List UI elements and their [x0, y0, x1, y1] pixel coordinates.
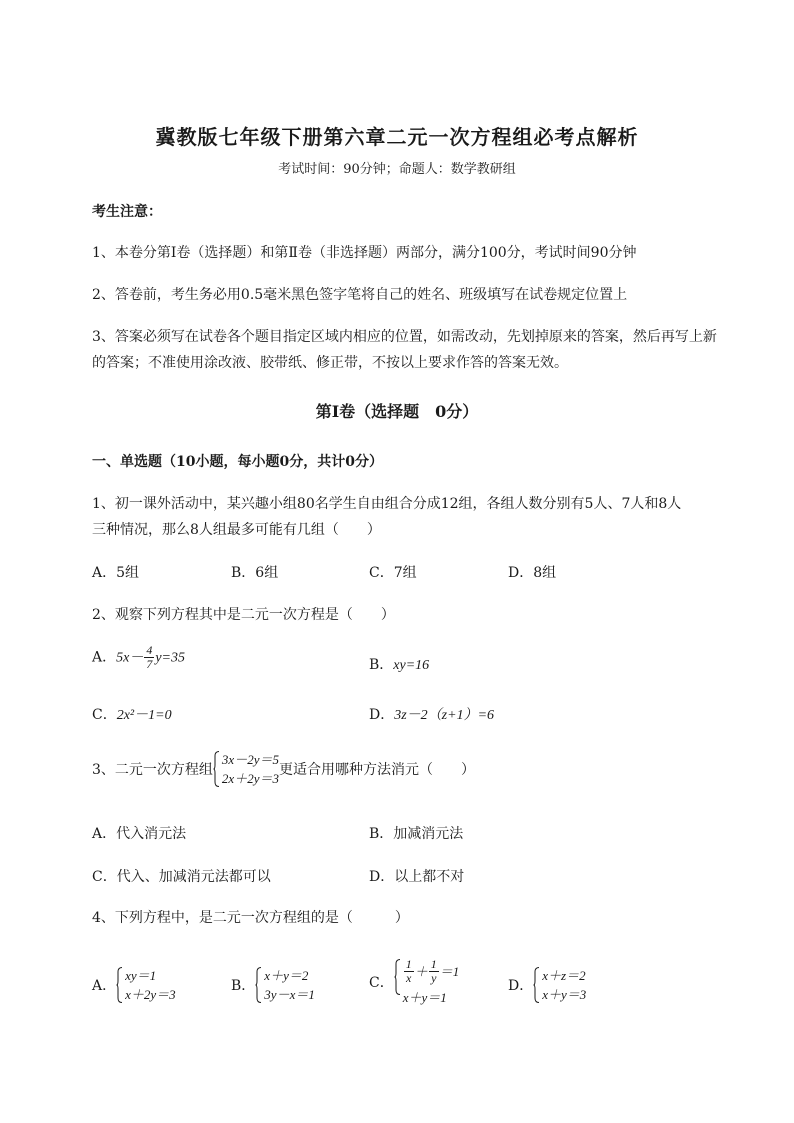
math-expression: 5x－ — [116, 650, 144, 666]
question-3-stem-prefix: 3、二元一次方程组 — [92, 762, 213, 778]
math-expression: y=35 — [155, 650, 186, 666]
equation-1 — [403, 958, 460, 985]
question-3-option-a: A．代入消元法 — [92, 826, 187, 842]
left-brace-icon — [255, 967, 262, 1003]
math-expression: xy=16 — [393, 658, 430, 673]
fraction — [144, 644, 154, 671]
notice-item-3: 3、答案必须写在试卷各个题目指定区域内相应的位置，如需改动，先划掉原来的答案，然后再写上新 — [92, 329, 717, 345]
question-1-line-2: 三种情况，那么8人组最多可能有几组（ ） — [92, 522, 381, 538]
fraction — [404, 958, 414, 985]
option-label: B． — [231, 978, 256, 994]
fraction-numerator: 1 — [430, 957, 437, 971]
fraction-denominator: y — [431, 971, 437, 985]
fraction-numerator: 1 — [405, 957, 412, 971]
option-label: D． — [508, 978, 534, 994]
question-4-option-c — [369, 958, 459, 1006]
question-3-option-d: D．以上都不对 — [369, 869, 465, 885]
question-3-option-c: C．代入、加减消元法都可以 — [92, 869, 271, 885]
equation-2: x＋2y＝3 — [125, 987, 176, 1002]
equation-1: xy＝1 — [125, 968, 157, 983]
fraction-denominator: x — [406, 971, 412, 985]
plus-sign: ＋ — [414, 964, 428, 979]
fraction-numerator: 4 — [146, 643, 153, 657]
question-2-option-d — [369, 704, 494, 724]
notice-heading: 考生注意： — [92, 204, 162, 220]
math-expression: 3z－2（z+1）=6 — [394, 708, 495, 723]
equation-system — [255, 966, 315, 1004]
question-4-option-b — [231, 966, 315, 1004]
option-label: D． — [369, 707, 395, 723]
equation-2: x＋y＝1 — [402, 990, 447, 1005]
equation-system — [213, 750, 279, 788]
question-1-line-1: 1、初一课外活动中，某兴趣小组80名学生自由组合分成12组，各组人数分别有5人、7人和8人 — [92, 496, 682, 512]
question-4-option-d — [508, 966, 586, 1004]
equation-system — [533, 966, 586, 1004]
document-subtitle: 考试时间：90分钟；命题人：数学教研组 — [278, 162, 516, 177]
question-3-stem — [92, 750, 475, 788]
equation-2: 2x＋2y＝3 — [221, 771, 279, 786]
equation-rhs: ＝1 — [439, 964, 460, 979]
section-title: 第I卷（选择题 0分） — [315, 402, 479, 421]
equation-1: 3x－2y＝5 — [221, 752, 279, 767]
option-label: C． — [369, 975, 394, 991]
equation-system — [116, 966, 176, 1004]
math-expression: 2x²－1=0 — [116, 708, 172, 723]
question-1-option-c: C．7组 — [369, 565, 417, 581]
question-4-option-a — [92, 966, 176, 1004]
fraction-denominator: 7 — [146, 657, 153, 671]
equation-1: x＋y＝2 — [264, 968, 309, 983]
equation-2: x＋y＝3 — [542, 987, 587, 1002]
option-label: A． — [92, 978, 117, 994]
question-2-option-c — [92, 704, 172, 724]
equation-2: 3y－x＝1 — [264, 987, 315, 1002]
left-brace-icon — [213, 751, 220, 787]
option-label: A． — [92, 649, 117, 666]
notice-item-1: 1、本卷分第I卷（选择题）和第Ⅱ卷（非选择题）两部分，满分100分，考试时间90分钟 — [92, 245, 637, 261]
option-label: B． — [369, 657, 394, 673]
option-label: C． — [92, 707, 117, 723]
question-2-option-a — [92, 644, 185, 671]
question-1-option-b: B．6组 — [231, 565, 279, 581]
question-2-stem: 2、观察下列方程其中是二元一次方程是（ ） — [92, 607, 395, 623]
left-brace-icon — [533, 967, 540, 1003]
equation-1: x＋z＝2 — [542, 968, 586, 983]
fraction — [429, 958, 439, 985]
question-3-option-b: B．加减消元法 — [369, 826, 464, 842]
question-1-option-a: A．5组 — [92, 565, 140, 581]
question-4-stem: 4、下列方程中，是二元一次方程组的是（ ） — [92, 910, 409, 926]
notice-item-2: 2、答卷前，考生务必用0.5毫米黑色签字笔将自己的姓名、班级填写在试卷规定位置上 — [92, 287, 628, 303]
equation-system — [394, 958, 460, 1006]
notice-item-3-cont: 的答案；不准使用涂改液、胶带纸、修正带，不按以上要求作答的答案无效。 — [92, 355, 568, 371]
left-brace-icon — [116, 967, 123, 1003]
question-2-option-b — [369, 654, 429, 674]
left-brace-icon — [394, 959, 401, 995]
document-title: 冀教版七年级下册第六章二元一次方程组必考点解析 — [155, 125, 639, 149]
question-3-stem-suffix: 更适合用哪种方法消元（ ） — [278, 762, 475, 778]
part-heading: 一、单选题（10小题，每小题0分，共计0分） — [92, 454, 383, 470]
question-1-option-d: D．8组 — [508, 565, 557, 581]
